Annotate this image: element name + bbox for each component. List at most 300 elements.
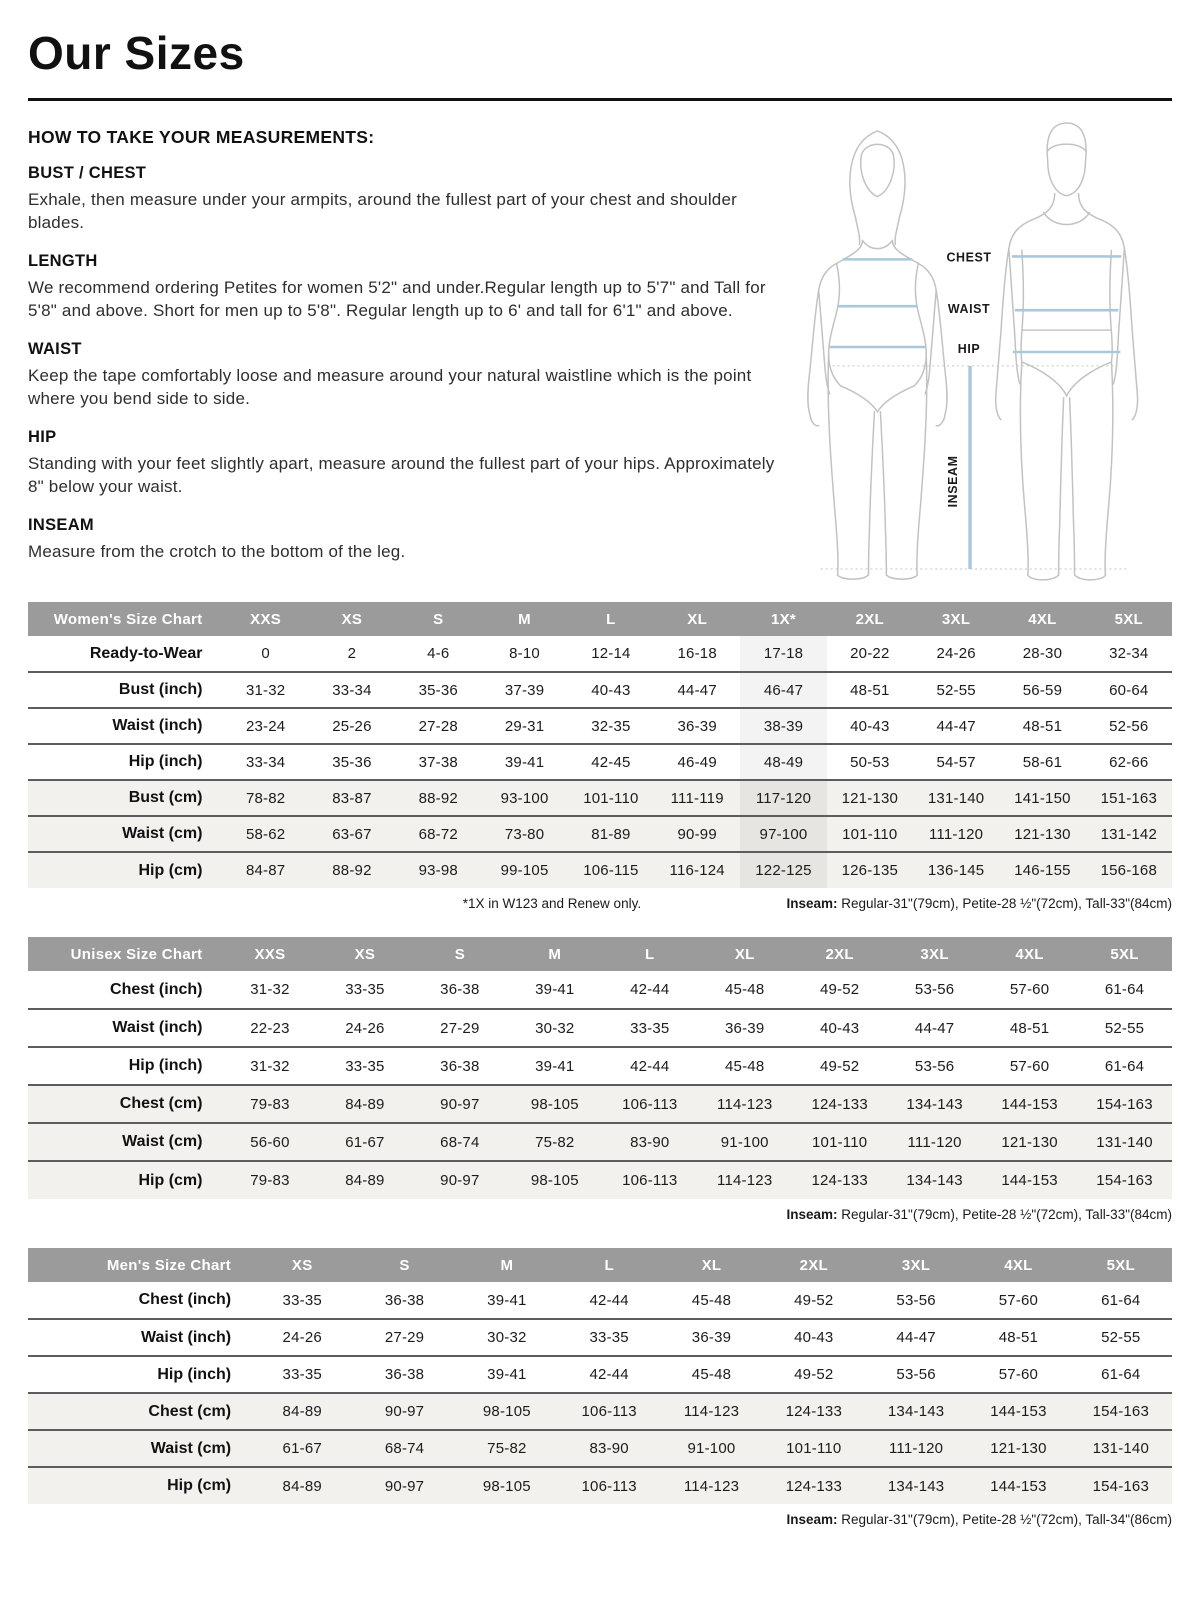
table-row-waist-cm xyxy=(28,1430,1172,1467)
size-cell: 84-89 xyxy=(345,1172,385,1189)
size-cell: 90-99 xyxy=(677,825,717,843)
size-cell: 124-133 xyxy=(785,1403,843,1420)
size-cell: 39-41 xyxy=(535,981,575,998)
size-cell: 33-35 xyxy=(630,1019,670,1037)
size-cell: 31-32 xyxy=(250,981,290,998)
size-cell: 29-31 xyxy=(504,717,545,735)
column-header-xxs: XXS xyxy=(222,937,317,971)
row-label: Hip (cm) xyxy=(138,1171,203,1189)
size-cell: 61-67 xyxy=(345,1133,385,1151)
chest-label: CHEST xyxy=(946,250,992,265)
size-cell: 68-74 xyxy=(440,1133,480,1151)
size-cell: 134-143 xyxy=(906,1172,963,1189)
inseam-footnote xyxy=(786,896,1172,911)
size-cell: 57-60 xyxy=(1009,981,1050,998)
size-cell: 124-133 xyxy=(811,1095,868,1113)
size-cell: 144-153 xyxy=(1001,1172,1058,1189)
column-header-xs: XS xyxy=(309,602,395,636)
size-cell: 33-35 xyxy=(282,1291,322,1309)
female-figure xyxy=(808,131,947,579)
inseam-footnote-label: Inseam: xyxy=(786,1512,838,1527)
size-cell: 12-14 xyxy=(591,645,631,662)
size-cell: 98-105 xyxy=(530,1172,579,1189)
size-cell: 28-30 xyxy=(1022,645,1063,662)
column-header-s: S xyxy=(395,602,481,636)
table-row-hip-inch xyxy=(28,1047,1172,1085)
size-cell: 88-92 xyxy=(332,862,372,879)
inseam-footnote-text: Regular-31"(79cm), Petite-28 ½"(72cm), Tall-34"(86cm) xyxy=(837,1512,1172,1527)
size-cell: 27-29 xyxy=(384,1329,425,1346)
row-label: Waist (cm) xyxy=(122,825,203,842)
section-title: BUST / CHEST xyxy=(28,164,147,182)
table-row-waist-inch xyxy=(28,1319,1172,1356)
size-cell: 111-120 xyxy=(888,1440,944,1457)
size-cell: 93-98 xyxy=(418,862,458,879)
column-header-xl: XL xyxy=(654,602,740,636)
size-cell: 146-155 xyxy=(1014,862,1071,879)
column-header-2xl: 2XL xyxy=(827,602,913,636)
size-cell: 24-26 xyxy=(345,1019,385,1037)
size-cell: 35-36 xyxy=(332,753,372,771)
size-cell: 45-48 xyxy=(725,1057,765,1075)
inseam-footnote-label: Inseam: xyxy=(786,896,838,911)
size-cell: 45-48 xyxy=(725,981,765,998)
size-cell: 122-125 xyxy=(740,852,826,888)
size-cell: 106-113 xyxy=(622,1172,678,1189)
section-waist xyxy=(28,340,782,411)
size-cell: 33-34 xyxy=(245,753,286,771)
size-cell: 99-105 xyxy=(500,862,549,879)
size-cell: 30-32 xyxy=(487,1329,527,1346)
table-row-hip-cm xyxy=(28,1161,1172,1199)
size-cell: 144-153 xyxy=(990,1403,1047,1420)
size-table xyxy=(28,937,1172,1199)
size-cell: 44-47 xyxy=(896,1329,936,1346)
size-cell: 61-64 xyxy=(1104,981,1145,998)
size-cell: 39-41 xyxy=(487,1366,527,1383)
size-cell: 48-51 xyxy=(1022,717,1063,735)
section-body: Keep the tape comfortably loose and measure around your natural waistline which is the point where you bend side to side. xyxy=(28,365,752,409)
size-cell: 114-123 xyxy=(683,1477,740,1495)
column-header-3xl: 3XL xyxy=(887,937,982,971)
column-header-l: L xyxy=(558,1248,660,1282)
table-row-hip-cm xyxy=(28,852,1172,888)
size-cell: 101-110 xyxy=(583,789,639,807)
size-cell: 36-38 xyxy=(384,1291,425,1309)
size-cell: 131-140 xyxy=(927,789,985,807)
section-title: WAIST xyxy=(28,339,82,358)
section-bust-chest xyxy=(28,164,782,235)
size-cell: 32-35 xyxy=(591,717,631,735)
row-label: Ready-to-Wear xyxy=(89,644,203,662)
size-cell: 98-105 xyxy=(482,1477,531,1495)
inseam-label: INSEAM xyxy=(946,455,961,508)
size-cell: 4-6 xyxy=(427,645,450,662)
size-cell: 111-120 xyxy=(929,825,984,843)
table-row-chest-cm xyxy=(28,1393,1172,1430)
hip-label: HIP xyxy=(957,341,981,356)
size-cell: 136-145 xyxy=(927,862,985,879)
size-cell: 57-60 xyxy=(1009,1057,1050,1075)
size-cell: 58-62 xyxy=(245,825,286,843)
table-row-hip-inch xyxy=(28,1356,1172,1393)
size-cell: 48-49 xyxy=(740,744,826,780)
size-cell: 73-80 xyxy=(504,825,545,843)
column-header-xl: XL xyxy=(660,1248,762,1282)
row-label: Bust (cm) xyxy=(128,789,203,806)
inseam-footnote xyxy=(786,1512,1172,1527)
table-footnotes xyxy=(28,1207,1172,1222)
size-cell: 75-82 xyxy=(535,1133,575,1151)
row-label: Chest (cm) xyxy=(148,1402,232,1420)
men-s-size-chart xyxy=(28,1248,1172,1527)
size-cell: 39-41 xyxy=(487,1291,527,1309)
size-cell: 106-115 xyxy=(583,862,639,879)
table-row-chest-cm xyxy=(28,1085,1172,1123)
size-cell: 33-35 xyxy=(282,1366,322,1383)
size-cell: 156-168 xyxy=(1100,862,1158,879)
size-cell: 124-133 xyxy=(785,1477,843,1495)
size-cell: 61-64 xyxy=(1101,1366,1141,1383)
row-label: Hip (cm) xyxy=(167,1477,232,1494)
section-body: Exhale, then measure under your armpits, around the fullest part of your chest and shoulder blades. xyxy=(28,190,737,233)
table-row-waist-cm xyxy=(28,816,1172,852)
size-cell: 24-26 xyxy=(282,1329,322,1346)
size-cell: 124-133 xyxy=(811,1172,868,1189)
size-cell: 62-66 xyxy=(1109,753,1149,771)
column-header-s: S xyxy=(353,1248,455,1282)
size-cell: 48-51 xyxy=(1009,1019,1050,1037)
section-title: HIP xyxy=(28,427,57,446)
row-label: Chest (inch) xyxy=(110,980,203,998)
size-cell: 46-49 xyxy=(677,753,717,771)
size-cell: 39-41 xyxy=(504,753,545,771)
size-cell: 46-47 xyxy=(740,672,826,708)
column-header-5xl: 5XL xyxy=(1070,1248,1172,1282)
column-header-3xl: 3XL xyxy=(865,1248,967,1282)
column-header-s: S xyxy=(412,937,507,971)
table-row-hip-cm xyxy=(28,1467,1172,1504)
size-cell: 84-89 xyxy=(345,1095,385,1113)
inseam-footnote-label: Inseam: xyxy=(786,1207,838,1222)
size-cell: 52-55 xyxy=(1101,1329,1141,1346)
size-cell: 84-87 xyxy=(245,862,286,879)
size-cell: 0 xyxy=(261,645,270,662)
size-cell: 61-67 xyxy=(282,1440,322,1457)
section-body: Standing with your feet slightly apart, measure around the fullest part of your hips. Approximately 8" below your waist. xyxy=(28,453,775,497)
size-cell: 36-39 xyxy=(691,1329,732,1346)
table-row-chest-inch xyxy=(28,971,1172,1009)
size-cell: 23-24 xyxy=(245,717,286,735)
row-label: Chest (inch) xyxy=(138,1291,232,1308)
size-cell: 134-143 xyxy=(887,1477,945,1495)
size-cell: 106-113 xyxy=(581,1403,637,1420)
measurements-heading: HOW TO TAKE YOUR MEASUREMENTS: xyxy=(28,127,375,147)
size-cell: 24-26 xyxy=(936,645,976,662)
page-title: Our Sizes xyxy=(28,27,245,79)
size-cell: 111-119 xyxy=(670,789,724,807)
column-header-2xl: 2XL xyxy=(763,1248,865,1282)
table-title: Men's Size Chart xyxy=(28,1248,251,1282)
size-cell: 134-143 xyxy=(906,1095,963,1113)
size-cell: 84-89 xyxy=(282,1403,322,1420)
size-cell: 30-32 xyxy=(535,1019,575,1037)
size-cell: 44-47 xyxy=(914,1019,955,1037)
table-row-chest-inch xyxy=(28,1282,1172,1319)
size-cell: 121-130 xyxy=(841,789,899,807)
size-cell: 68-74 xyxy=(384,1440,425,1457)
size-cell: 52-56 xyxy=(1109,717,1149,735)
size-cell: 57-60 xyxy=(998,1366,1039,1383)
size-cell: 49-52 xyxy=(794,1366,834,1383)
column-header-4xl: 4XL xyxy=(967,1248,1069,1282)
size-cell: 131-140 xyxy=(1092,1440,1150,1457)
size-cell: 31-32 xyxy=(250,1057,290,1075)
size-table xyxy=(28,602,1172,888)
column-header-l: L xyxy=(602,937,697,971)
size-cell: 121-130 xyxy=(990,1440,1047,1457)
body-figures-illustration xyxy=(782,115,1172,583)
size-cell: 90-97 xyxy=(440,1172,480,1189)
size-cell: 22-23 xyxy=(250,1019,290,1037)
size-cell: 78-82 xyxy=(245,789,286,807)
size-cell: 45-48 xyxy=(691,1366,732,1383)
section-body: Measure from the crotch to the bottom of the leg. xyxy=(28,541,406,561)
column-header-xs: XS xyxy=(317,937,412,971)
size-cell: 27-28 xyxy=(418,717,458,735)
size-cell: 131-142 xyxy=(1100,825,1158,843)
table-title: Unisex Size Chart xyxy=(28,937,222,971)
section-length xyxy=(28,252,782,323)
size-cell: 2 xyxy=(347,645,357,662)
one-x-footnote: *1X in W123 and Renew only. xyxy=(462,896,642,911)
size-cell: 83-87 xyxy=(332,789,372,807)
size-cell: 121-130 xyxy=(1014,825,1071,843)
size-cell: 90-97 xyxy=(440,1095,480,1113)
table-row-bust-inch xyxy=(28,672,1172,708)
column-header-2xl: 2XL xyxy=(792,937,887,971)
column-header-5xl: 5XL xyxy=(1077,937,1172,971)
size-cell: 106-113 xyxy=(622,1095,678,1113)
size-cell: 75-82 xyxy=(487,1440,527,1457)
size-cell: 33-35 xyxy=(345,981,385,998)
size-cell: 114-123 xyxy=(683,1403,740,1420)
table-title: Women's Size Chart xyxy=(28,602,222,636)
size-cell: 83-90 xyxy=(630,1133,670,1151)
size-cell: 101-110 xyxy=(842,825,898,843)
column-header-l: L xyxy=(568,602,654,636)
row-label: Waist (inch) xyxy=(141,1328,232,1346)
column-header-m: M xyxy=(507,937,602,971)
column-header-1x: 1X* xyxy=(740,602,826,636)
size-cell: 44-47 xyxy=(677,681,717,699)
size-cell: 33-35 xyxy=(345,1057,385,1075)
women-s-size-chart xyxy=(28,602,1172,911)
size-cell: 40-43 xyxy=(591,681,631,699)
size-cell: 48-51 xyxy=(998,1329,1039,1346)
size-cell: 40-43 xyxy=(794,1329,834,1346)
size-cell: 88-92 xyxy=(418,789,458,807)
inseam-footnote xyxy=(786,1207,1172,1222)
size-cell: 154-163 xyxy=(1092,1477,1150,1495)
section-title: INSEAM xyxy=(28,515,94,534)
inseam-footnote-text: Regular-31"(79cm), Petite-28 ½"(72cm), Tall-33"(84cm) xyxy=(837,1207,1172,1222)
size-cell: 36-39 xyxy=(677,717,717,735)
size-cell: 53-56 xyxy=(914,981,955,998)
size-cell: 52-55 xyxy=(936,681,976,699)
measurement-instructions xyxy=(28,127,782,588)
size-cell: 97-100 xyxy=(740,816,826,852)
size-cell: 144-153 xyxy=(1001,1095,1058,1113)
table-footnotes xyxy=(28,896,1172,911)
size-cell: 42-44 xyxy=(630,1057,670,1075)
size-cell: 16-18 xyxy=(677,645,717,662)
size-cell: 98-105 xyxy=(482,1403,531,1420)
size-cell: 53-56 xyxy=(914,1057,955,1075)
size-cell: 79-83 xyxy=(250,1095,290,1113)
column-header-4xl: 4XL xyxy=(982,937,1077,971)
size-cell: 25-26 xyxy=(332,717,372,735)
size-cell: 42-44 xyxy=(589,1366,629,1383)
size-cell: 36-38 xyxy=(384,1366,425,1383)
size-cell: 17-18 xyxy=(740,636,826,672)
size-cell: 49-52 xyxy=(819,1057,860,1075)
table-row-waist-inch xyxy=(28,708,1172,744)
size-cell: 40-43 xyxy=(850,717,890,735)
size-cell: 33-35 xyxy=(589,1329,629,1346)
size-cell: 98-105 xyxy=(530,1095,579,1113)
row-label: Waist (inch) xyxy=(112,717,203,734)
size-cell: 57-60 xyxy=(998,1291,1039,1309)
size-cell: 117-120 xyxy=(740,780,826,816)
size-cell: 36-39 xyxy=(725,1019,765,1037)
measurement-diagram xyxy=(782,115,1172,588)
size-cell: 83-90 xyxy=(589,1440,629,1457)
column-header-xs: XS xyxy=(251,1248,353,1282)
column-header-xl: XL xyxy=(697,937,792,971)
size-cell: 48-51 xyxy=(850,681,890,699)
size-cell: 111-120 xyxy=(907,1133,962,1151)
size-cell: 38-39 xyxy=(740,708,826,744)
row-label: Hip (inch) xyxy=(157,1365,232,1383)
size-cell: 33-34 xyxy=(332,681,372,699)
size-cell: 36-38 xyxy=(440,1057,480,1075)
size-cell: 68-72 xyxy=(418,825,458,843)
column-header-4xl: 4XL xyxy=(999,602,1085,636)
row-label: Waist (inch) xyxy=(112,1019,203,1036)
table-row-ready-to-wear xyxy=(28,636,1172,672)
size-cell: 154-163 xyxy=(1096,1172,1153,1189)
size-cell: 61-64 xyxy=(1104,1057,1145,1075)
size-cell: 91-100 xyxy=(687,1440,736,1457)
size-cell: 37-38 xyxy=(418,753,458,771)
header-row xyxy=(28,602,1172,636)
size-cell: 52-55 xyxy=(1104,1019,1145,1037)
section-hip xyxy=(28,428,782,499)
size-cell: 101-110 xyxy=(811,1133,868,1151)
row-label: Bust (inch) xyxy=(118,681,203,698)
size-cell: 36-38 xyxy=(440,981,480,998)
size-cell: 154-163 xyxy=(1092,1403,1150,1420)
size-cell: 39-41 xyxy=(535,1057,575,1075)
section-body: We recommend ordering Petites for women 5'2" and under.Regular length up to 5'7" and Tall for 5'8" and above. Short for men up to 5'8". Regular length up to 6' and tall for 6'1" and above. xyxy=(28,277,766,321)
size-cell: 63-67 xyxy=(332,825,372,843)
size-cell: 134-143 xyxy=(887,1403,945,1420)
column-header-xxs: XXS xyxy=(222,602,308,636)
size-table xyxy=(28,1248,1172,1504)
size-cell: 42-45 xyxy=(591,753,631,771)
size-cell: 141-150 xyxy=(1014,789,1071,807)
table-row-bust-cm xyxy=(28,780,1172,816)
row-label: Hip (cm) xyxy=(138,861,203,879)
size-cell: 35-36 xyxy=(418,681,458,699)
table-row-waist-cm xyxy=(28,1123,1172,1161)
size-cell: 90-97 xyxy=(384,1477,425,1495)
size-cell: 151-163 xyxy=(1100,789,1158,807)
size-cell: 116-124 xyxy=(669,862,725,879)
column-header-5xl: 5XL xyxy=(1086,602,1172,636)
measurements-section xyxy=(28,127,1172,588)
size-cell: 50-53 xyxy=(850,753,890,771)
size-cell: 42-44 xyxy=(630,981,670,998)
inseam-footnote-text: Regular-31"(79cm), Petite-28 ½"(72cm), Tall-33"(84cm) xyxy=(837,896,1172,911)
unisex-size-chart xyxy=(28,937,1172,1222)
size-cell: 106-113 xyxy=(581,1477,637,1495)
size-cell: 154-163 xyxy=(1096,1095,1153,1113)
size-cell: 37-39 xyxy=(504,681,545,699)
size-cell: 126-135 xyxy=(841,862,899,879)
size-cell: 81-89 xyxy=(591,825,631,843)
size-cell: 114-123 xyxy=(717,1095,773,1113)
size-cell: 27-29 xyxy=(440,1019,480,1037)
size-cell: 45-48 xyxy=(691,1291,732,1309)
size-cell: 32-34 xyxy=(1109,645,1149,662)
size-cell: 131-140 xyxy=(1096,1133,1153,1151)
size-cell: 44-47 xyxy=(936,717,976,735)
size-cell: 40-43 xyxy=(819,1019,860,1037)
size-cell: 101-110 xyxy=(786,1440,842,1457)
size-cell: 49-52 xyxy=(794,1291,834,1309)
column-header-m: M xyxy=(481,602,567,636)
size-cell: 20-22 xyxy=(850,645,890,662)
size-cell: 56-60 xyxy=(250,1133,290,1151)
size-cell: 58-61 xyxy=(1022,753,1063,771)
size-tables xyxy=(28,602,1172,1527)
size-cell: 79-83 xyxy=(250,1172,290,1189)
size-cell: 60-64 xyxy=(1109,681,1149,699)
size-cell: 93-100 xyxy=(500,789,549,807)
row-label: Waist (cm) xyxy=(122,1133,203,1150)
size-cell: 56-59 xyxy=(1022,681,1063,699)
header-row xyxy=(28,937,1172,971)
size-cell: 53-56 xyxy=(896,1291,936,1309)
size-cell: 42-44 xyxy=(589,1291,629,1309)
section-title: LENGTH xyxy=(28,251,98,270)
size-cell: 84-89 xyxy=(282,1477,322,1495)
row-label: Hip (inch) xyxy=(128,753,203,770)
size-cell: 31-32 xyxy=(245,681,286,699)
section-inseam xyxy=(28,516,782,563)
size-cell: 91-100 xyxy=(720,1133,769,1151)
size-cell: 90-97 xyxy=(384,1403,425,1420)
size-cell: 54-57 xyxy=(936,753,976,771)
row-label: Chest (cm) xyxy=(119,1095,203,1112)
column-header-3xl: 3XL xyxy=(913,602,999,636)
size-cell: 8-10 xyxy=(509,645,540,662)
table-footnotes xyxy=(28,1512,1172,1527)
row-label: Waist (cm) xyxy=(150,1439,232,1457)
waist-label: WAIST xyxy=(947,302,991,317)
